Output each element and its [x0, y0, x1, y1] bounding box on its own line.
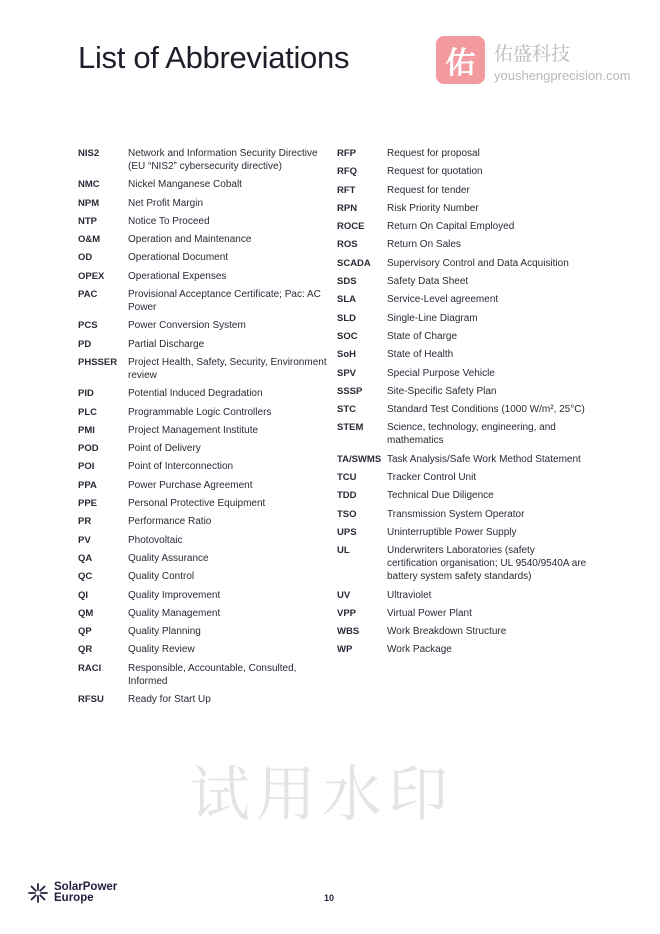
abbreviation-term: SDS — [337, 276, 357, 288]
abbreviation-row — [337, 625, 597, 638]
abbreviation-definition: Transmission System Operator — [387, 508, 525, 520]
abbreviation-row — [78, 515, 338, 528]
abbreviation-row — [337, 184, 597, 197]
abbreviation-term: PHSSER — [78, 356, 118, 368]
abbreviation-definition: Power Conversion System — [128, 320, 246, 332]
abbreviation-definition: Uninterruptible Power Supply — [387, 526, 517, 538]
abbreviation-row — [78, 338, 338, 351]
abbreviation-row — [337, 643, 597, 656]
abbreviation-definition: Nickel Manganese Cobalt — [128, 179, 242, 191]
abbreviation-definition: Photovoltaic — [128, 534, 183, 546]
abbreviation-definition: Net Profit Margin — [128, 197, 204, 209]
abbreviation-definition: Task Analysis/Safe Work Method Statement — [387, 453, 581, 465]
abbreviation-definition: Responsible, Accountable, Consulted, Informed — [128, 662, 297, 687]
abbreviation-definition: Partial Discharge — [128, 338, 205, 350]
abbreviation-row — [78, 479, 338, 492]
abbreviation-row — [337, 293, 597, 306]
abbreviation-definition: Potential Induced Degradation — [128, 388, 263, 400]
abbreviation-term: UPS — [337, 526, 357, 538]
abbreviation-row — [337, 385, 597, 398]
abbreviation-term: RFT — [337, 184, 356, 196]
abbreviation-definition: Virtual Power Plant — [387, 607, 472, 619]
abbreviation-definition: Notice To Proceed — [128, 215, 210, 227]
abbreviation-definition: Request for proposal — [387, 148, 480, 159]
abbreviation-row — [337, 220, 597, 233]
abbreviation-definition: Quality Assurance — [128, 552, 209, 564]
abbreviation-term: WP — [337, 644, 353, 656]
abbreviation-row — [337, 312, 597, 325]
abbreviation-row — [78, 625, 338, 638]
abbreviation-definition: Performance Ratio — [128, 516, 212, 528]
abbreviation-term: SOC — [337, 330, 358, 342]
abbreviation-row — [78, 460, 338, 473]
watermark-badge: 佑 — [436, 36, 485, 84]
abbreviation-row — [337, 202, 597, 215]
abbreviation-row — [78, 534, 338, 547]
abbreviation-definition: Quality Control — [128, 571, 195, 583]
abbreviation-row — [78, 233, 338, 246]
abbreviation-term: SSSP — [337, 385, 363, 397]
abbreviation-definition: Quality Management — [128, 607, 221, 619]
abbreviation-term: UL — [337, 545, 350, 557]
abbreviation-definition: Point of Interconnection — [128, 461, 234, 473]
abbreviation-row — [78, 570, 338, 583]
abbreviation-term: QM — [78, 607, 94, 619]
page-number: 10 — [324, 893, 335, 903]
abbreviation-term: PCS — [78, 320, 98, 332]
abbreviation-row — [78, 406, 338, 419]
abbreviation-definition: Site-Specific Safety Plan — [387, 385, 497, 397]
abbreviation-term: PR — [78, 516, 92, 528]
abbreviation-definition: Operation and Maintenance — [128, 234, 252, 246]
abbreviation-row — [78, 270, 338, 283]
abbreviation-term: RACI — [78, 662, 102, 674]
abbreviation-term: PV — [78, 534, 91, 546]
sun-burst-icon — [28, 883, 48, 903]
abbreviation-row — [337, 147, 597, 160]
abbreviation-term: TDD — [337, 490, 357, 502]
abbreviation-definition: Underwriters Laboratories (safety certification organisation; UL 9540/9540A are battery system safety standards) — [387, 545, 587, 583]
abbreviation-term: PD — [78, 338, 92, 350]
abbreviation-row — [78, 197, 338, 210]
abbreviation-definition: Technical Due Diligence — [387, 490, 494, 502]
abbreviation-row — [337, 257, 597, 270]
abbreviation-term: NIS2 — [78, 148, 100, 159]
abbreviation-definition: Provisional Acceptance Certificate; Pac: AC Power — [128, 289, 321, 314]
abbreviation-row — [78, 178, 338, 191]
abbreviation-term: POI — [78, 461, 95, 473]
abbreviation-row — [337, 403, 597, 416]
abbreviation-term: TCU — [337, 472, 357, 484]
abbreviation-row — [337, 348, 597, 361]
abbreviation-definition: Programmable Logic Controllers — [128, 406, 272, 418]
abbreviation-row — [78, 147, 338, 173]
abbreviation-term: SPV — [337, 367, 357, 379]
abbreviation-term: NTP — [78, 215, 97, 227]
abbreviations-right-column — [337, 147, 597, 662]
abbreviation-row — [78, 693, 338, 706]
abbreviation-term: TA/SWMS — [337, 453, 382, 465]
abbreviation-term: PLC — [78, 406, 97, 418]
abbreviation-definition: Special Purpose Vehicle — [387, 367, 495, 379]
abbreviation-term: STEM — [337, 422, 364, 434]
abbreviation-row — [337, 421, 597, 447]
abbreviation-row — [78, 607, 338, 620]
abbreviation-row — [337, 544, 597, 583]
abbreviation-term: QP — [78, 626, 92, 638]
abbreviation-definition: Project Management Institute — [128, 424, 259, 436]
abbreviation-definition: Supervisory Control and Data Acquisition — [387, 257, 569, 269]
abbreviation-term: PMI — [78, 424, 95, 436]
abbreviation-definition: Single-Line Diagram — [387, 312, 478, 324]
watermark-name: 佑盛科技 — [494, 44, 571, 65]
abbreviation-term: NMC — [78, 179, 100, 191]
logo-line-2: Europe — [54, 892, 94, 904]
abbreviation-definition: Power Purchase Agreement — [128, 479, 253, 491]
abbreviation-row — [78, 356, 338, 382]
abbreviation-definition: Personal Protective Equipment — [128, 498, 266, 510]
abbreviation-term: O&M — [78, 234, 101, 246]
abbreviation-definition: Risk Priority Number — [387, 202, 479, 214]
abbreviation-row — [78, 662, 338, 688]
abbreviation-row — [78, 319, 338, 332]
abbreviation-term: ROCE — [337, 221, 365, 233]
abbreviation-definition: Project Health, Safety, Security, Environment review — [128, 356, 327, 381]
abbreviation-row — [78, 288, 338, 314]
abbreviation-term: RFQ — [337, 166, 358, 178]
abbreviation-term: RPN — [337, 202, 358, 214]
abbreviation-definition: Science, technology, engineering, and mathematics — [387, 422, 556, 447]
abbreviation-definition: Service-Level agreement — [387, 294, 499, 306]
abbreviation-term: STC — [337, 404, 356, 416]
abbreviation-term: PPE — [78, 498, 98, 510]
abbreviation-term: RFSU — [78, 694, 104, 706]
abbreviation-definition: Operational Expenses — [128, 270, 227, 282]
abbreviation-row — [337, 526, 597, 539]
abbreviation-term: PAC — [78, 289, 98, 301]
abbreviation-term: RFP — [337, 148, 356, 159]
abbreviation-term: OPEX — [78, 270, 105, 282]
page-title: List of Abbreviations — [78, 40, 350, 75]
abbreviation-term: UV — [337, 589, 351, 601]
abbreviation-row — [337, 607, 597, 620]
abbreviation-term: QA — [78, 552, 93, 564]
abbreviation-row — [337, 330, 597, 343]
abbreviation-term: QC — [78, 571, 93, 583]
abbreviation-term: ROS — [337, 239, 358, 251]
abbreviation-definition: Return On Sales — [387, 239, 461, 251]
abbreviation-definition: Standard Test Conditions (1000 W/m², 25°C) — [387, 404, 585, 416]
abbreviation-row — [337, 275, 597, 288]
abbreviation-row — [337, 508, 597, 521]
abbreviation-definition: Request for tender — [387, 184, 470, 196]
abbreviation-definition: State of Health — [387, 349, 454, 361]
solarpower-europe-logo — [28, 882, 117, 904]
abbreviation-term: SLD — [337, 312, 356, 324]
abbreviation-definition: Work Package — [387, 644, 452, 656]
abbreviation-term: SoH — [337, 349, 356, 361]
abbreviation-term: SCADA — [337, 257, 371, 269]
abbreviation-term: PPA — [78, 479, 97, 491]
abbreviation-row — [78, 215, 338, 228]
abbreviation-row — [337, 165, 597, 178]
abbreviation-definition: Tracker Control Unit — [387, 472, 477, 484]
abbreviation-row — [78, 552, 338, 565]
abbreviation-term: QI — [78, 589, 89, 601]
abbreviation-row — [78, 589, 338, 602]
abbreviation-definition: Work Breakdown Structure — [387, 626, 507, 638]
abbreviation-row — [337, 238, 597, 251]
abbreviation-definition: State of Charge — [387, 330, 458, 342]
abbreviation-term: WBS — [337, 626, 360, 638]
abbreviation-definition: Request for quotation — [387, 166, 483, 178]
abbreviation-term: SLA — [337, 294, 356, 306]
abbreviation-definition: Ready for Start Up — [128, 694, 211, 706]
abbreviation-term: POD — [78, 443, 99, 455]
abbreviation-row — [78, 387, 338, 400]
abbreviation-row — [337, 453, 597, 466]
abbreviation-term: VPP — [337, 607, 357, 619]
abbreviation-row — [78, 643, 338, 656]
abbreviation-row — [337, 367, 597, 380]
abbreviation-term: NPM — [78, 197, 100, 209]
abbreviation-row — [78, 251, 338, 264]
abbreviation-row — [337, 589, 597, 602]
abbreviation-term: OD — [78, 252, 93, 264]
abbreviation-term: TSO — [337, 508, 357, 520]
abbreviation-definition: Ultraviolet — [387, 589, 432, 601]
abbreviation-definition: Quality Planning — [128, 626, 201, 638]
abbreviation-row — [337, 489, 597, 502]
logo-line-1: SolarPower — [54, 881, 118, 893]
abbreviation-definition: Return On Capital Employed — [387, 221, 515, 233]
diagonal-watermark: 试用水印 — [190, 761, 454, 828]
abbreviation-term: PID — [78, 388, 94, 400]
abbreviation-row — [78, 497, 338, 510]
abbreviation-definition: Operational Document — [128, 252, 229, 264]
abbreviation-definition: Point of Delivery — [128, 443, 201, 455]
abbreviation-definition: Safety Data Sheet — [387, 276, 469, 288]
abbreviations-left-column — [78, 147, 338, 711]
abbreviation-row — [337, 471, 597, 484]
abbreviation-definition: Quality Improvement — [128, 589, 221, 601]
abbreviation-term: QR — [78, 644, 93, 656]
abbreviation-row — [78, 442, 338, 455]
abbreviation-row — [78, 424, 338, 437]
abbreviation-definition: Quality Review — [128, 644, 195, 656]
watermark-url: youshengprecision.com — [494, 68, 631, 83]
abbreviation-definition: Network and Information Security Directive (EU “NIS2” cybersecurity directive) — [128, 148, 318, 172]
